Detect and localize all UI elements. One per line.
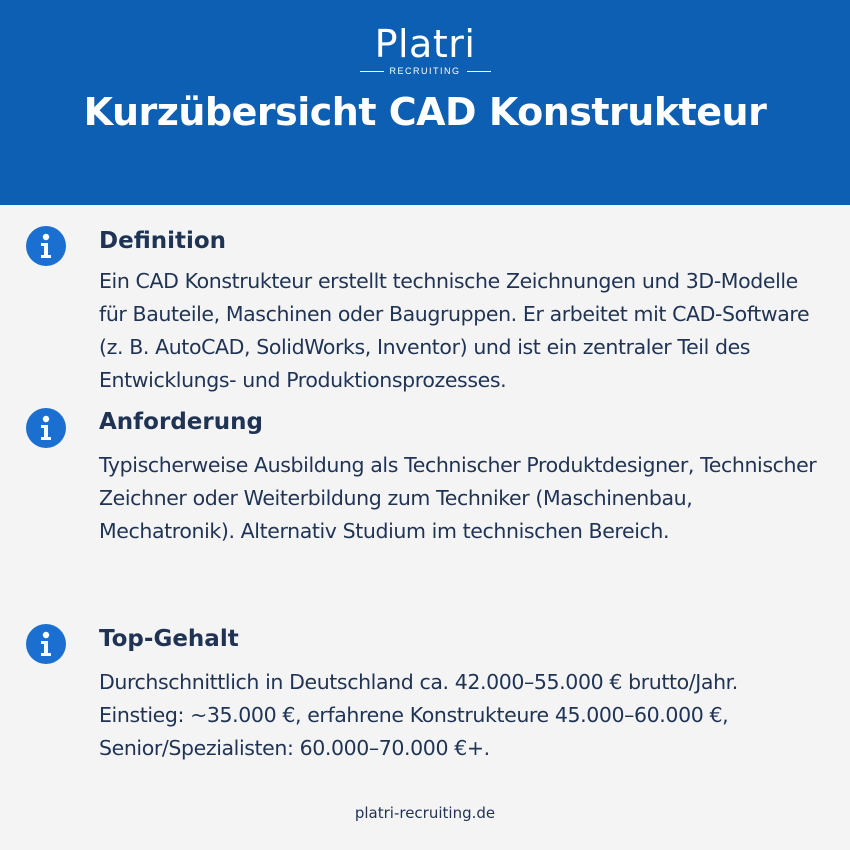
footer-url[interactable]: platri-recruiting.de (354, 804, 496, 822)
section-body-anforderung: Typischerweise Ausbildung als Technischer Produktdesigner, Technischer Zeichner oder Weiterbildung zum Techniker (Maschinenbau, Mechatronik). Alternativ Studium im technischen Bereich. (99, 453, 817, 543)
info-icon (26, 226, 66, 266)
logo-wordmark: Platri (374, 22, 476, 66)
section-body-definition: Ein CAD Konstrukteur erstellt technische Zeichnungen und 3D-Modelle für Bauteile, Maschinen oder Baugruppen. Er arbeitet mit CAD-Software (z. B. AutoCAD, SolidWorks, Inventor) und ist ein zentraler Teil des Entwicklungs- und Produktionsprozesses. (99, 269, 810, 392)
section-title-anforderung: Anforderung (99, 409, 263, 435)
logo-sub-label: RECRUITING (389, 66, 461, 76)
platri-logo (0, 22, 850, 76)
logo-divider-left (360, 71, 384, 72)
section-title-top-gehalt: Top-Gehalt (99, 626, 239, 652)
logo-tagline (0, 66, 850, 76)
info-icon (26, 408, 66, 448)
logo-divider-right (467, 71, 491, 72)
page-title: Kurzübersicht CAD Konstrukteur (83, 90, 767, 134)
info-icon (26, 624, 66, 664)
header-banner (0, 0, 850, 205)
section-body-top-gehalt: Durchschnittlich in Deutschland ca. 42.000–55.000 € brutto/Jahr. Einstieg: ~35.000 €, erfahrene Konstrukteure 45.000–60.000 €, Senior/Spezialisten: 60.000–70.000 €+. (99, 670, 738, 760)
section-title-definition: Definition (99, 228, 227, 254)
